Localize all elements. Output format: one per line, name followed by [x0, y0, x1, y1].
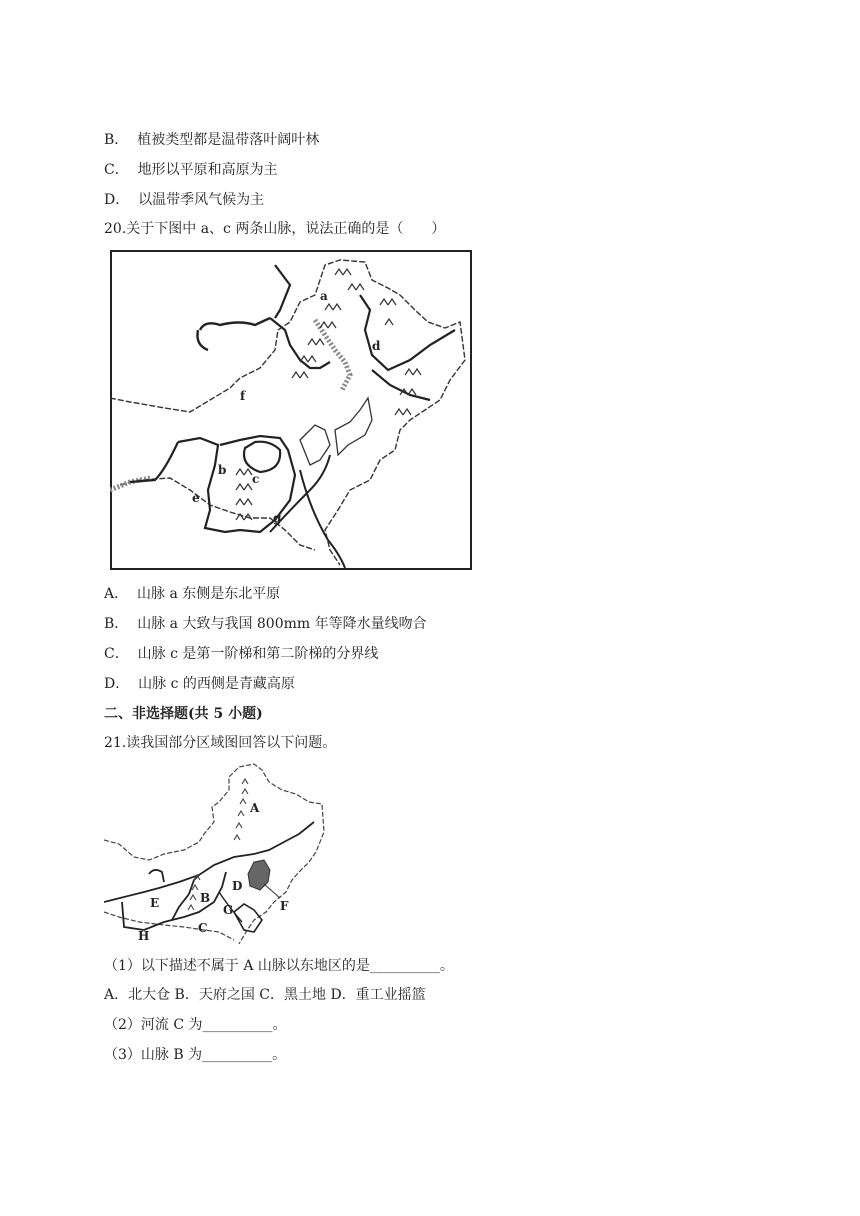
map21-label-E: E — [150, 896, 160, 910]
q21-sub3: （3）山脉 B 为__________。 — [104, 1047, 287, 1063]
map21-label-C: C — [198, 921, 208, 935]
map21-label-A: A — [250, 801, 260, 815]
q19-option-d: D． 以温带季风气候为主 — [104, 192, 265, 208]
map21-label-H: H — [138, 929, 150, 943]
q20-option-d: D． 山脉 c 的西侧是青藏高原 — [104, 676, 295, 692]
q20-option-c: C． 山脉 c 是第一阶梯和第二阶梯的分界线 — [104, 646, 379, 662]
q21-sub2: （2）河流 C 为__________。 — [104, 1017, 287, 1033]
q21-stem: 21.读我国部分区域图回答以下问题。 — [104, 735, 337, 751]
q21-map — [104, 762, 326, 944]
q20-stem: 20.关于下图中 a、c 两条山脉，说法正确的是（ ） — [104, 221, 446, 237]
map21-label-B: B — [200, 891, 211, 905]
section-heading: 二、非选择题(共 5 小题) — [104, 706, 263, 722]
q19-option-c: C． 地形以平原和高原为主 — [104, 162, 278, 178]
map-label-e: e — [192, 491, 200, 505]
map-label-b: b — [218, 463, 227, 477]
map21-label-G: G — [223, 903, 234, 917]
map21-label-F: F — [280, 899, 289, 913]
q19-option-b: B． 植被类型都是温带落叶阔叶林 — [104, 132, 320, 148]
map-label-a: a — [320, 289, 328, 303]
q21-sub1: （1）以下描述不属于 A 山脉以东地区的是__________。 — [104, 958, 454, 974]
map-label-g: g — [273, 511, 282, 525]
map-label-d: d — [372, 339, 381, 353]
q21-sub1-choices: A．北大仓 B．天府之国 C．黑土地 D．重工业摇篮 — [104, 987, 426, 1003]
q20-option-a: A． 山脉 a 东侧是东北平原 — [104, 586, 281, 602]
q20-option-b: B． 山脉 a 大致与我国 800mm 年等降水量线吻合 — [104, 616, 427, 632]
map21-label-D: D — [232, 879, 243, 893]
q20-map — [110, 250, 472, 572]
map-label-c: c — [252, 472, 260, 486]
map-label-f: f — [240, 389, 246, 403]
